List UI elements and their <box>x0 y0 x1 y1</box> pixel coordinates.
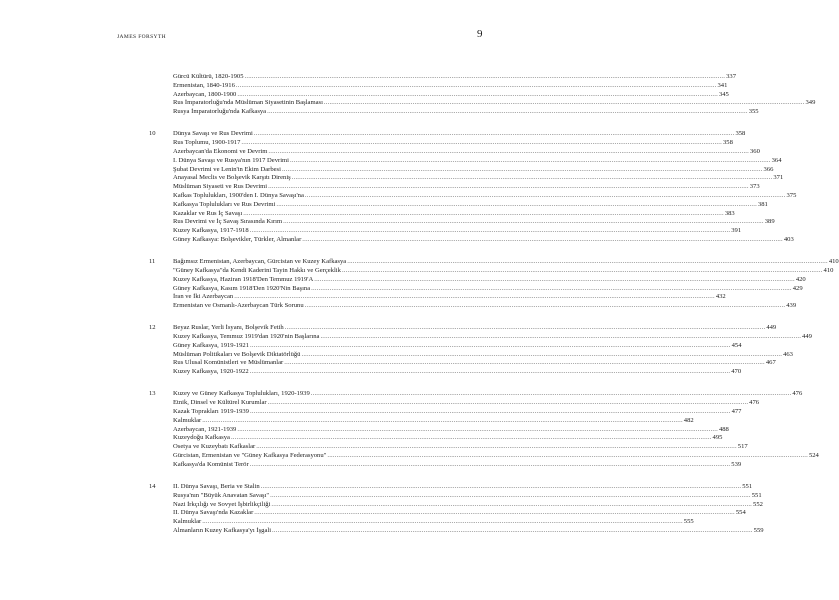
chapter-number: 12 <box>149 324 156 332</box>
toc-entry-page: 360 <box>749 147 760 155</box>
toc-entry-page: 449 <box>802 333 812 341</box>
dot-leader: .................................................................................................................................................................................................................................................................... <box>271 500 753 508</box>
dot-leader: .................................................................................................................................................................................................................................................................... <box>267 399 749 407</box>
dot-leader: .................................................................................................................................................................................................................................................................... <box>301 350 783 358</box>
page-number: 9 <box>477 28 483 40</box>
dot-leader: .................................................................................................................................................................................................................................................................... <box>249 460 731 468</box>
toc-entry-page: 349 <box>805 99 816 107</box>
dot-leader: .................................................................................................................................................................................................................................................................... <box>284 359 765 367</box>
toc-entry-page: 389 <box>764 218 775 226</box>
toc-entry-title: İran ve İki Azerbaycan <box>173 293 234 301</box>
toc-entry-title: Ermenistan, 1840-1916 <box>173 81 235 89</box>
toc-entry-title: Nazi İrkçılığı ve Sovyet İşbirlikçiliği <box>173 500 271 508</box>
toc-chapter <box>149 324 812 377</box>
toc-entry <box>149 483 753 492</box>
toc-entry <box>149 359 776 368</box>
toc-entry-title: Kalmuklar <box>173 518 202 526</box>
dot-leader: .................................................................................................................................................................................................................................................................... <box>291 174 773 182</box>
toc-chapter <box>149 73 816 117</box>
toc-entry-page: 552 <box>753 500 763 508</box>
toc-entry-page: 341 <box>717 81 728 89</box>
chapter-number: 13 <box>149 390 156 398</box>
toc-entry <box>149 81 728 91</box>
toc-entry <box>149 156 782 166</box>
toc-chapter <box>149 258 839 311</box>
dot-leader: .................................................................................................................................................................................................................................................................... <box>249 408 731 416</box>
toc-entry <box>149 130 746 139</box>
toc-entry <box>149 425 729 435</box>
toc-entry-page: 366 <box>763 165 774 173</box>
toc-entry <box>149 147 760 157</box>
toc-entry-page: 554 <box>735 509 746 517</box>
toc-entry <box>149 218 775 227</box>
toc-entry-page: 463 <box>783 350 793 358</box>
dot-leader: .................................................................................................................................................................................................................................................................... <box>320 333 802 341</box>
dot-leader: .................................................................................................................................................................................................................................................................... <box>243 209 724 217</box>
dot-leader: .................................................................................................................................................................................................................................................................... <box>290 156 771 164</box>
toc-entry-title: Kazaklar ve Rus İç Savaşı <box>173 209 243 217</box>
toc-entry-title: Azerbaycan, 1921-1939 <box>173 425 237 433</box>
dot-leader: .................................................................................................................................................................................................................................................................... <box>268 183 749 191</box>
dot-leader: .................................................................................................................................................................................................................................................................... <box>327 452 808 460</box>
toc-entry-title: Azerbaycan'da Ekonomi ve Devrim <box>173 147 268 155</box>
toc-entry-title: Gürcü Kültürü, 1820-1905 <box>173 73 244 80</box>
toc-entry <box>149 191 797 201</box>
toc-entry <box>149 491 762 501</box>
toc-entry-page: 371 <box>773 174 784 182</box>
dot-leader: .................................................................................................................................................................................................................................................................... <box>283 218 764 226</box>
dot-leader: .................................................................................................................................................................................................................................................................... <box>284 324 766 332</box>
dot-leader: .................................................................................................................................................................................................................................................................... <box>256 443 737 451</box>
toc-chapter <box>149 130 797 244</box>
toc-entry-title: Almanların Kuzey Kafkasya'yı İşgali <box>173 527 272 535</box>
toc-entry <box>149 227 742 236</box>
toc-entry-title: Şubat Devrimi ve Lenin'in Ekim Darbesi <box>173 165 281 173</box>
toc-entry <box>149 390 803 399</box>
dot-leader: .................................................................................................................................................................................................................................................................... <box>302 235 783 243</box>
toc-entry <box>149 527 764 536</box>
toc-entry-page: 432 <box>715 293 726 301</box>
toc-entry-page: 517 <box>737 443 748 451</box>
toc-entry <box>149 460 742 470</box>
toc-chapter <box>149 483 764 536</box>
chapter-number: 14 <box>149 483 156 491</box>
toc-entry <box>149 108 759 117</box>
dot-leader: .................................................................................................................................................................................................................................................................... <box>249 368 731 376</box>
toc-entry-title: Kuzey Kafkasya, Haziran 1918'Den Temmuz 1919'A <box>173 275 314 283</box>
toc-entry <box>149 443 748 452</box>
toc-entry <box>149 200 768 210</box>
toc-entry <box>149 293 726 302</box>
toc-entry-title: II. Dünya Savaşı'nda Kazaklar <box>173 509 254 517</box>
toc-entry <box>149 275 806 285</box>
dot-leader: .................................................................................................................................................................................................................................................................... <box>235 81 717 89</box>
toc-entry <box>149 368 742 377</box>
toc-entry-title: II. Dünya Savaşı, Beria ve Stalin <box>173 483 260 491</box>
dot-leader: .................................................................................................................................................................................................................................................................... <box>237 425 718 433</box>
toc-entry <box>149 174 784 183</box>
dot-leader: .................................................................................................................................................................................................................................................................... <box>276 200 757 208</box>
toc-entry-page: 449 <box>766 324 777 332</box>
dot-leader: .................................................................................................................................................................................................................................................................... <box>202 518 683 526</box>
dot-leader: .................................................................................................................................................................................................................................................................... <box>341 266 823 274</box>
toc-entry <box>149 416 694 426</box>
toc-entry-page: 470 <box>731 368 742 376</box>
toc-entry <box>149 434 723 443</box>
toc-entry-page: 355 <box>748 108 759 116</box>
toc-entry-page: 358 <box>722 139 733 147</box>
toc-entry-page: 381 <box>757 200 768 208</box>
toc-entry-title: Rus İmparatorluğu'nda Müslüman Siyasetinin Başlaması <box>173 99 323 107</box>
toc-entry-page: 454 <box>731 341 742 349</box>
toc-entry-page: 467 <box>765 359 776 367</box>
toc-entry-title: Rus Ulusal Komünistleri ve Müslümanlar <box>173 359 284 367</box>
toc-entry-page: 410 <box>828 258 839 266</box>
toc-entry <box>149 266 834 276</box>
toc-entry-page: 482 <box>683 416 694 424</box>
toc-entry-page: 410 <box>823 266 834 274</box>
toc-entry-page: 539 <box>731 460 742 468</box>
toc-entry <box>149 258 839 267</box>
toc-entry <box>149 518 694 527</box>
toc-entry-title: Güney Kafkasya: Bolşevikler, Türkler, Almanlar <box>173 235 302 243</box>
dot-leader: .................................................................................................................................................................................................................................................................... <box>230 434 712 442</box>
dot-leader: .................................................................................................................................................................................................................................................................... <box>250 341 731 349</box>
toc-entry-title: Gürcistan, Ermenistan ve "Güney Kafkasya Federasyonu" <box>173 452 327 460</box>
running-head: JAMES FORSYTH <box>117 34 167 40</box>
toc-entry-page: 477 <box>731 408 742 416</box>
chapter-number: 11 <box>149 258 156 266</box>
table-of-contents <box>149 73 839 549</box>
toc-entry-title: Güney Kafkasya, Kasım 1918'Den 1920'Nin Başına <box>173 284 311 292</box>
toc-entry-title: Anayasal Meclis ve Bolşevik Karşıtı Direniş <box>173 174 291 182</box>
toc-entry-title: Kuzey ve Güney Kafkasya Toplulukları, 1920-1939 <box>173 390 310 398</box>
dot-leader: .................................................................................................................................................................................................................................................................... <box>314 275 795 283</box>
toc-entry-page: 551 <box>742 483 753 491</box>
toc-entry-page: 345 <box>718 90 729 98</box>
dot-leader: .................................................................................................................................................................................................................................................................... <box>311 284 792 292</box>
toc-chapter <box>149 390 819 469</box>
toc-entry-page: 337 <box>726 73 736 80</box>
toc-entry-page: 555 <box>683 518 694 526</box>
dot-leader: .................................................................................................................................................................................................................................................................... <box>260 483 742 491</box>
toc-entry-page: 476 <box>792 390 803 398</box>
toc-entry <box>149 183 760 192</box>
toc-entry-title: Osetya ve Kuzeybatı Kafkaslar <box>173 443 256 451</box>
toc-entry-title: Beyaz Ruslar, Yerli İsyanı, Bolşevik Fetih <box>173 324 284 332</box>
dot-leader: .................................................................................................................................................................................................................................................................... <box>304 191 786 199</box>
toc-entry-title: Rusya'nın "Büyük Anavatan Savaşı" <box>173 491 270 499</box>
dot-leader: .................................................................................................................................................................................................................................................................... <box>347 258 828 266</box>
toc-entry-page: 364 <box>771 156 782 164</box>
toc-entry <box>149 302 797 311</box>
toc-entry-page: 373 <box>749 183 760 191</box>
toc-entry <box>149 209 735 219</box>
toc-entry-title: Bağımsız Ermenistan, Azerbaycan, Gürcistan ve Kuzey Kafkasya <box>173 258 347 266</box>
dot-leader: .................................................................................................................................................................................................................................................................... <box>202 416 683 424</box>
toc-entry-page: 420 <box>795 275 806 283</box>
toc-entry-title: Azerbaycan, 1800-1900 <box>173 90 237 98</box>
toc-entry-page: 551 <box>751 491 762 499</box>
toc-entry-title: Kuzey Kafkasya, Temmuz 1919'dan 1920'nin Başlarına <box>173 333 320 341</box>
toc-entry-title: Dünya Savaşı ve Rus Devrimi <box>173 130 253 138</box>
dot-leader: .................................................................................................................................................................................................................................................................... <box>270 491 751 499</box>
toc-entry-page: 358 <box>735 130 746 138</box>
toc-entry <box>149 73 736 82</box>
dot-leader: .................................................................................................................................................................................................................................................................... <box>272 527 753 535</box>
toc-entry <box>149 350 793 360</box>
toc-entry <box>149 341 742 351</box>
dot-leader: .................................................................................................................................................................................................................................................................... <box>323 99 805 107</box>
toc-entry-page: 375 <box>786 191 797 199</box>
dot-leader: .................................................................................................................................................................................................................................................................... <box>310 390 792 398</box>
toc-entry-page: 383 <box>724 209 735 217</box>
toc-entry <box>149 139 733 148</box>
toc-entry-page: 403 <box>783 235 794 243</box>
chapter-number: 10 <box>149 130 156 138</box>
toc-entry <box>149 408 742 417</box>
toc-entry <box>149 500 763 510</box>
toc-entry-title: Etnik, Dinsel ve Kültürel Kurumlar <box>173 399 267 407</box>
toc-entry <box>149 235 794 245</box>
toc-entry-title: Müslüman Siyaseti ve Rus Devrimi <box>173 183 268 191</box>
toc-entry-title: Kafkasya'da Komünist Terör <box>173 460 249 468</box>
toc-entry <box>149 99 816 108</box>
toc-entry-title: "Güney Kafkasya"da Kendi Kaderini Tayin Hakkı ve Gerçeklik <box>173 266 341 274</box>
toc-entry-page: 476 <box>749 399 760 407</box>
dot-leader: .................................................................................................................................................................................................................................................................... <box>249 227 731 235</box>
dot-leader: .................................................................................................................................................................................................................................................................... <box>267 108 748 116</box>
toc-entry-title: Kafkas Toplulukları, 1900'den I. Dünya Savaşı'na <box>173 191 304 199</box>
toc-entry-title: Rusya İmparatorluğu'nda Kafkasya <box>173 108 267 116</box>
toc-entry-page: 524 <box>808 452 819 460</box>
toc-entry <box>149 399 760 408</box>
toc-entry-page: 559 <box>753 527 764 535</box>
toc-entry <box>149 90 729 100</box>
dot-leader: .................................................................................................................................................................................................................................................................... <box>237 90 718 98</box>
toc-entry-title: Kuzey Kafkasya, 1920-1922 <box>173 368 249 376</box>
toc-entry-title: Kuzeydoğu Kafkasya <box>173 434 230 442</box>
toc-entry <box>149 284 803 294</box>
dot-leader: .................................................................................................................................................................................................................................................................... <box>281 165 763 173</box>
dot-leader: .................................................................................................................................................................................................................................................................... <box>234 293 715 301</box>
toc-entry-title: Rus Devrimi ve İç Savaş Sırasında Kırım <box>173 218 283 226</box>
toc-entry <box>149 452 819 461</box>
dot-leader: .................................................................................................................................................................................................................................................................... <box>268 147 749 155</box>
dot-leader: .................................................................................................................................................................................................................................................................... <box>253 130 735 138</box>
toc-entry-page: 429 <box>792 284 803 292</box>
toc-entry-page: 488 <box>718 425 729 433</box>
toc-entry-page: 391 <box>731 227 742 235</box>
toc-entry-title: Müslüman Politikaları ve Bolşevik Diktatörlüğü <box>173 350 301 358</box>
toc-entry-title: Güney Kafkasya, 1919-1921 <box>173 341 249 349</box>
toc-entry-title: Kalmuklar <box>173 416 202 424</box>
toc-entry <box>149 165 774 175</box>
toc-entry-title: Ermenistan ve Osmanlı-Azerbaycan Türk Sorunu <box>173 302 304 310</box>
dot-leader: .................................................................................................................................................................................................................................................................... <box>244 73 726 80</box>
dot-leader: .................................................................................................................................................................................................................................................................... <box>304 302 786 310</box>
toc-entry <box>149 324 777 333</box>
toc-entry <box>149 333 812 342</box>
dot-leader: .................................................................................................................................................................................................................................................................... <box>241 139 722 147</box>
toc-entry <box>149 509 746 518</box>
dot-leader: .................................................................................................................................................................................................................................................................... <box>254 509 735 517</box>
toc-entry-title: Kafkasya Toplulukları ve Rus Devrimi <box>173 200 276 208</box>
toc-entry-page: 439 <box>786 302 797 310</box>
toc-entry-title: Rus Toplumu, 1900-1917 <box>173 139 241 147</box>
toc-entry-title: Kazak Toprakları 1919-1939 <box>173 408 249 416</box>
toc-entry-title: I. Dünya Savaşı ve Rusya'nın 1917 Devrimi <box>173 156 290 164</box>
toc-entry-page: 495 <box>712 434 723 442</box>
toc-entry-title: Kuzey Kafkasya, 1917-1918 <box>173 227 249 235</box>
